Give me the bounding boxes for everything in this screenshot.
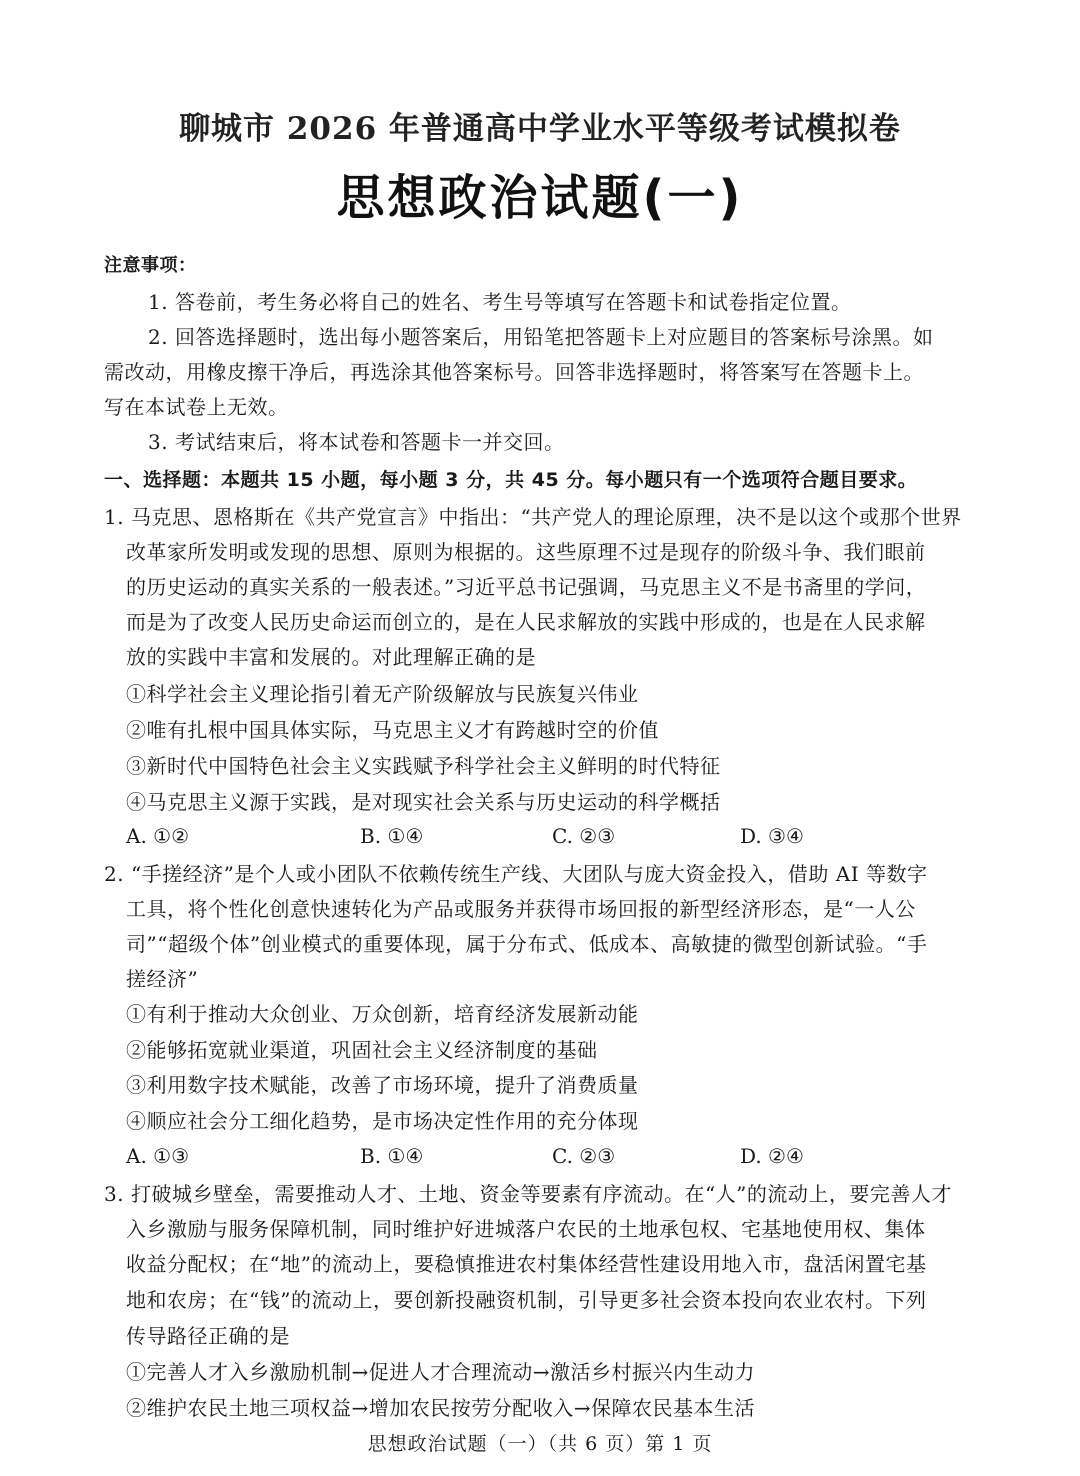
exam-subtitle: 聊城市 2026 年普通高中学业水平等级考试模拟卷 xyxy=(179,111,901,147)
notice-line: 1. 答卷前，考生务必将自己的姓名、考生号等填写在答题卡和试卷指定位置。 xyxy=(148,290,852,314)
q2-stem-line: 2. “手搓经济”是个人或小团队不依赖传统生产线、大团队与庞大资金投入，借助 AI 等数字 xyxy=(104,862,928,886)
q1-stem-line: 的历史运动的真实关系的一般表述。”习近平总书记强调，马克思主义不是书斋里的学问， xyxy=(126,575,927,599)
q2-item: ②能够拓宽就业渠道，巩固社会主义经济制度的基础 xyxy=(126,1038,598,1062)
q2-item: ③利用数字技术赋能，改善了市场环境，提升了消费质量 xyxy=(126,1073,639,1097)
q3-stem-line: 3. 打破城乡壁垒，需要推动人才、土地、资金等要素有序流动。在“人”的流动上，要完善人才 xyxy=(104,1182,952,1206)
q3-item: ①完善人才入乡激励机制→促进人才合理流动→激活乡村振兴内生动力 xyxy=(126,1360,756,1384)
q3-stem-line: 地和农房；在“钱”的流动上，要创新投融资机制，引导更多社会资本投向农业农村。下列 xyxy=(126,1288,927,1312)
q1-item: ②唯有扎根中国具体实际，马克思主义才有跨越时空的价值 xyxy=(126,718,659,742)
q2-option-d: D. ②④ xyxy=(740,1144,804,1168)
q1-stem-line: 改革家所发明或发现的思想、原则为根据的。这些原理不过是现存的阶级斗争、我们眼前 xyxy=(126,540,926,564)
notice-line: 写在本试卷上无效。 xyxy=(104,395,289,419)
q1-stem-line: 1. 马克思、恩格斯在《共产党宣言》中指出：“共产党人的理论原理，决不是以这个或那个世界 xyxy=(104,505,962,529)
q2-option-c: C. ②③ xyxy=(552,1144,616,1168)
section-heading: 一、选择题：本题共 15 小题，每小题 3 分，共 45 分。每小题只有一个选项符合题目要求。 xyxy=(104,469,918,491)
q2-item: ④顺应社会分工细化趋势，是市场决定性作用的充分体现 xyxy=(126,1109,639,1133)
notice-heading: 注意事项： xyxy=(104,255,197,276)
q1-item: ④马克思主义源于实践，是对现实社会关系与历史运动的科学概括 xyxy=(126,790,721,814)
q3-stem-line: 入乡激励与服务保障机制，同时维护好进城落户农民的土地承包权、宅基地使用权、集体 xyxy=(126,1217,926,1241)
page-footer: 思想政治试题（一）（共 6 页）第 1 页 xyxy=(367,1433,713,1455)
q1-item: ③新时代中国特色社会主义实践赋予科学社会主义鲜明的时代特征 xyxy=(126,754,721,778)
notice-line: 3. 考试结束后，将本试卷和答题卡一并交回。 xyxy=(148,430,565,454)
q2-item: ①有利于推动大众创业、万众创新，培育经济发展新动能 xyxy=(126,1002,639,1026)
exam-title: 思想政治试题(一) xyxy=(336,170,744,226)
q2-option-a: A. ①③ xyxy=(126,1144,190,1168)
q2-stem-line: 搓经济” xyxy=(126,967,199,991)
q3-stem-line: 传导路径正确的是 xyxy=(126,1324,290,1348)
notice-line: 需改动，用橡皮擦干净后，再选涂其他答案标号。回答非选择题时，将答案写在答题卡上。 xyxy=(104,360,924,384)
q1-option-b: B. ①④ xyxy=(360,824,424,848)
q2-option-b: B. ①④ xyxy=(360,1144,424,1168)
notice-line: 2. 回答选择题时，选出每小题答案后，用铅笔把答题卡上对应题目的答案标号涂黑。如 xyxy=(148,325,934,349)
q2-stem-line: 司”“超级个体”创业模式的重要体现，属于分布式、低成本、高敏捷的微型创新试验。“手 xyxy=(126,932,928,956)
q3-item: ②维护农民土地三项权益→增加农民按劳分配收入→保障农民基本生活 xyxy=(126,1396,756,1420)
q1-stem-line: 放的实践中丰富和发展的。对此理解正确的是 xyxy=(126,645,536,669)
q1-stem-line: 而是为了改变人民历史命运而创立的，是在人民求解放的实践中形成的，也是在人民求解 xyxy=(126,610,926,634)
q1-option-a: A. ①② xyxy=(126,824,190,848)
q3-stem-line: 收益分配权；在“地”的流动上，要稳慎推进农村集体经营性建设用地入市，盘活闲置宅基 xyxy=(126,1252,927,1276)
q1-option-c: C. ②③ xyxy=(552,824,616,848)
q1-option-d: D. ③④ xyxy=(740,824,804,848)
q1-item: ①科学社会主义理论指引着无产阶级解放与民族复兴伟业 xyxy=(126,682,639,706)
q2-stem-line: 工具，将个性化创意快速转化为产品或服务并获得市场回报的新型经济形态，是“一人公 xyxy=(126,897,916,921)
